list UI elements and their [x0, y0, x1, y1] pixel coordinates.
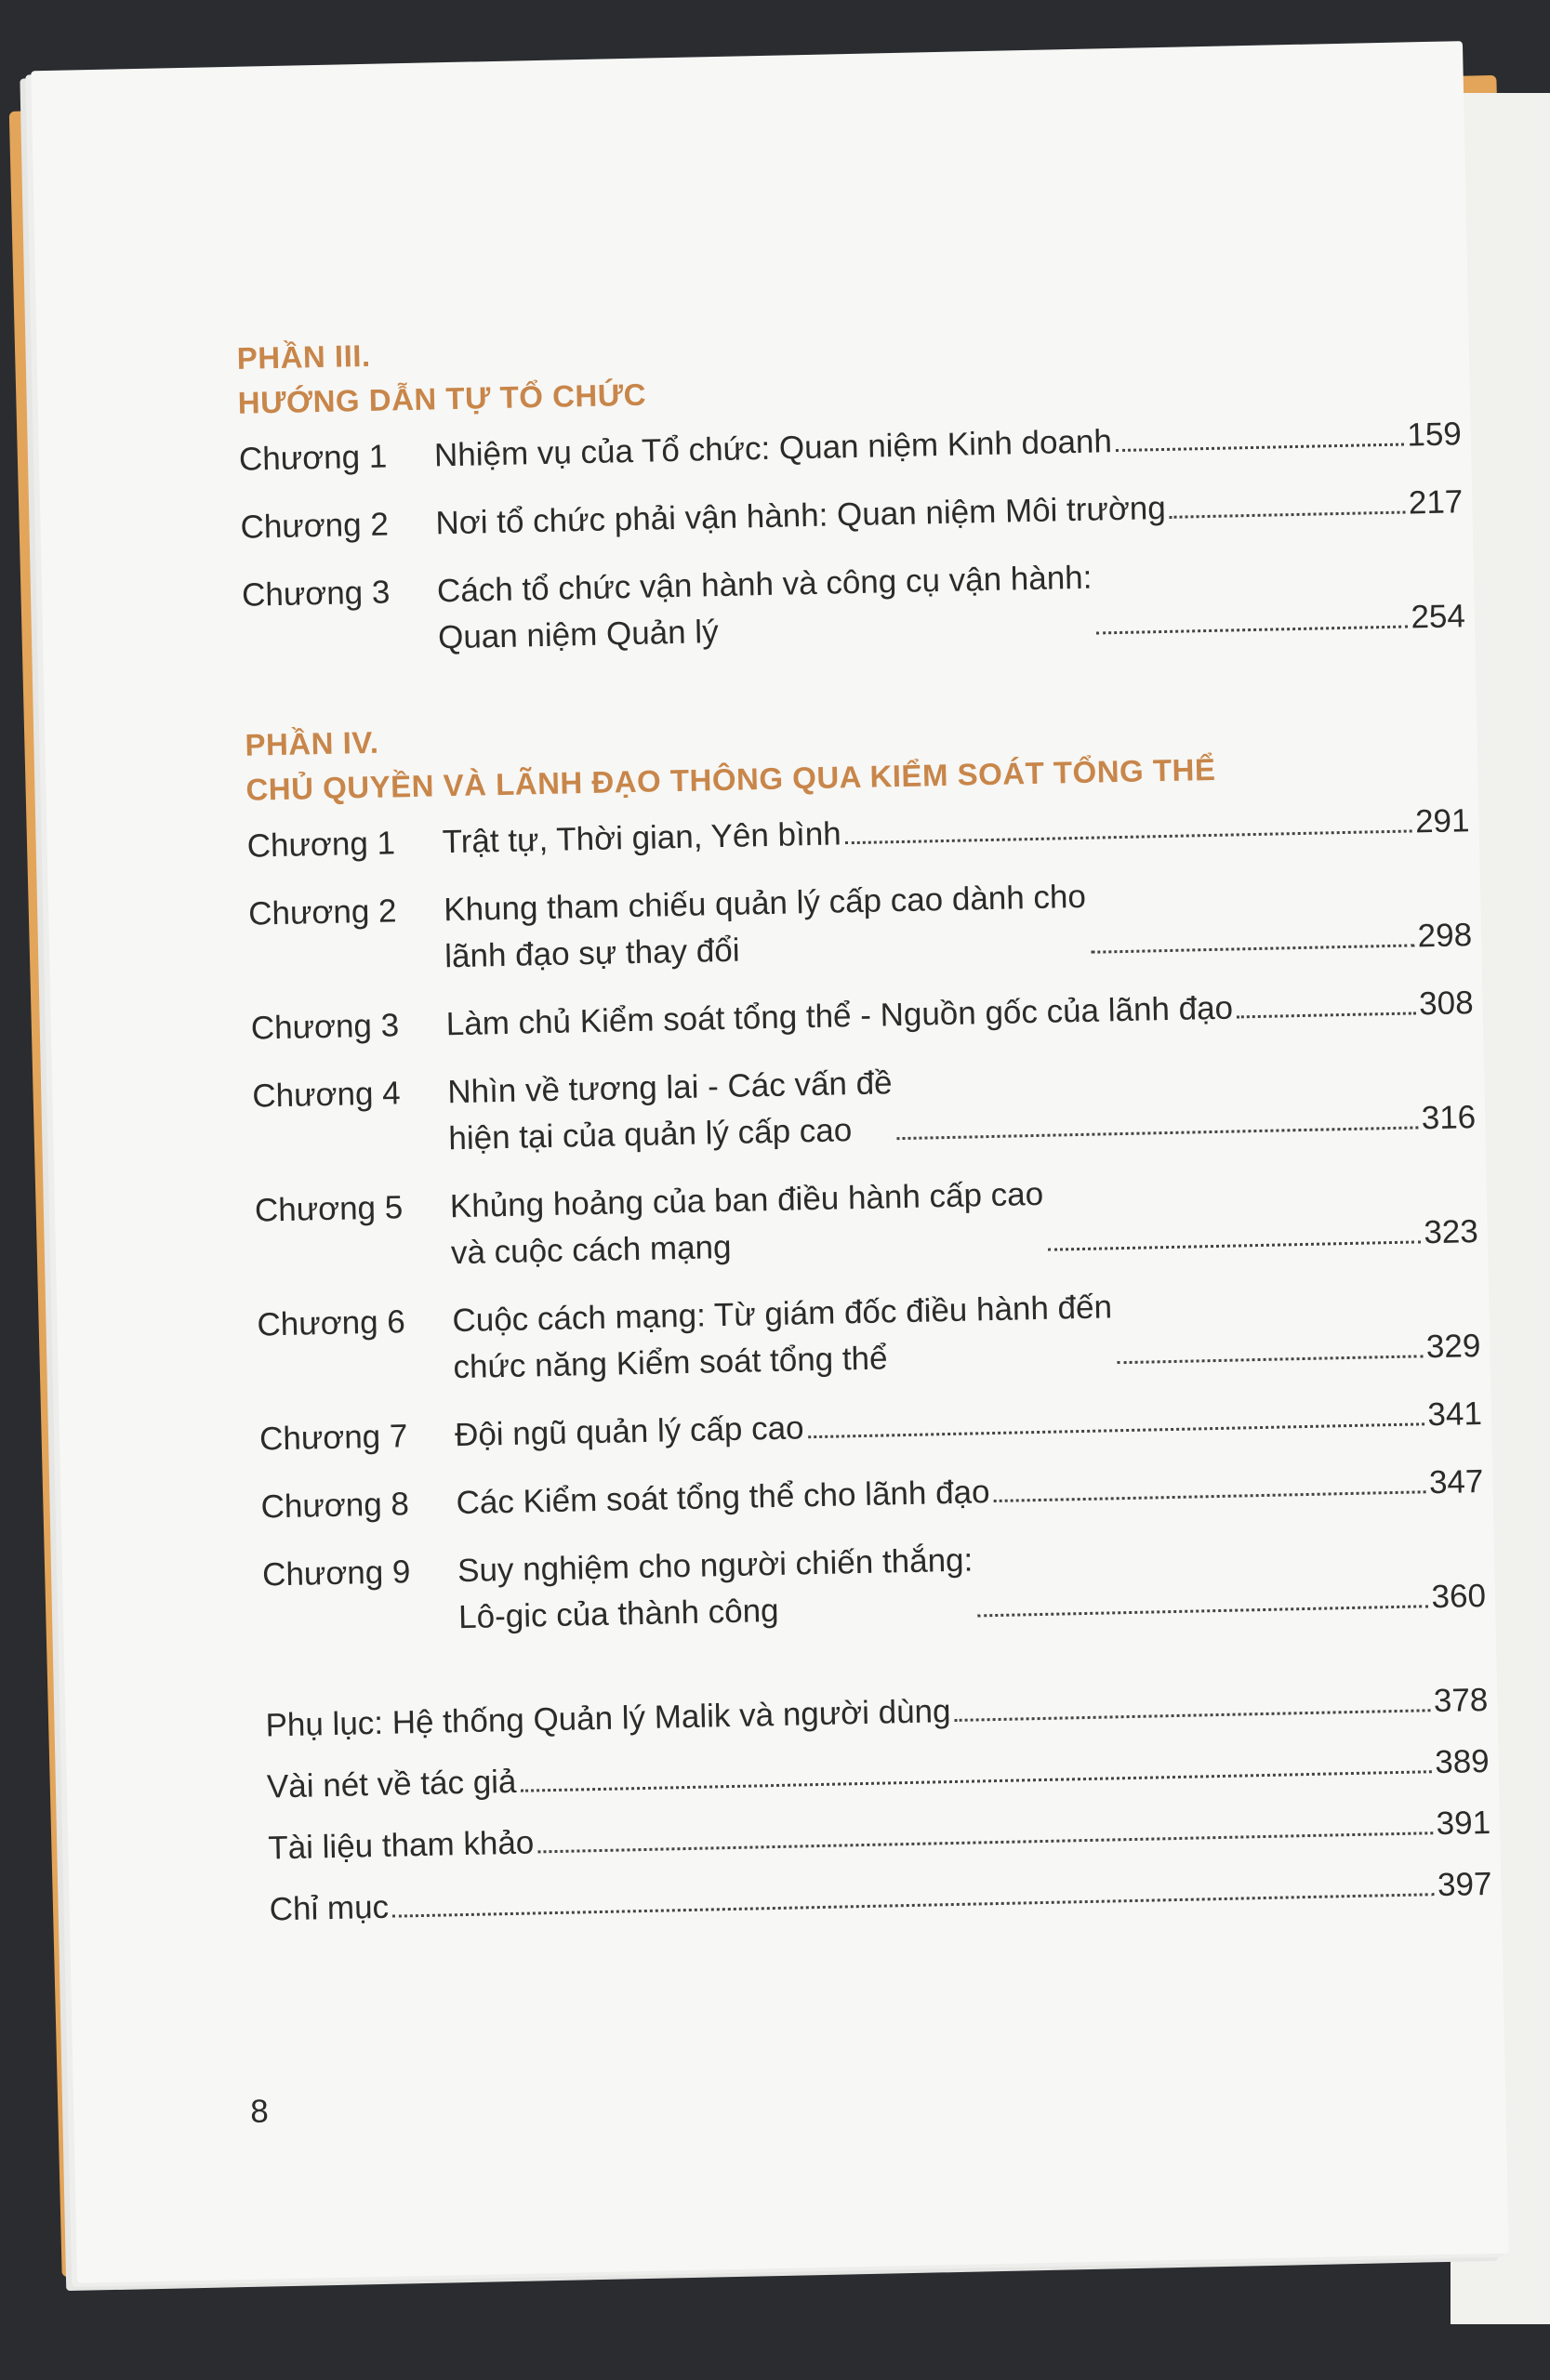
page-number: 8 [249, 2093, 270, 2130]
part-4-section [245, 697, 1486, 1645]
dot-leader [808, 1422, 1424, 1438]
toc-entry [246, 798, 1470, 870]
chapter-title [445, 985, 1233, 1049]
chapter-title-line: Nơi tổ chức phải vận hành: Quan niệm Môi trường [435, 489, 1167, 542]
page-ref: 360 [1431, 1577, 1487, 1616]
part-3-number: PHẦN III. [236, 337, 371, 376]
chapter-title-line: Trật tự, Thời gian, Yên bình [442, 815, 842, 861]
chapter-title-line: Làm chủ Kiểm soát tổng thể - Nguồn gốc của lãnh đạo [445, 989, 1234, 1043]
chapter-title-line: hiện tại của quản lý cấp cao [447, 1112, 853, 1157]
chapter-title-line: Suy nghiệm cho người chiến thắng: [457, 1541, 974, 1590]
part-3-heading [236, 311, 1461, 426]
page-ref: 329 [1425, 1328, 1481, 1366]
dot-leader [1097, 626, 1408, 635]
toc-entry [250, 980, 1474, 1052]
dot-leader [955, 1709, 1430, 1722]
chapter-label: Chương 3 [250, 1007, 400, 1047]
page-ref: 316 [1421, 1099, 1477, 1137]
chapter-title-line: Quan niệm Quản lý [437, 614, 720, 656]
dot-leader [521, 1770, 1432, 1792]
chapter-title-line: Đội ngũ quản lý cấp cao [454, 1409, 804, 1454]
part-4-entries [246, 798, 1486, 1645]
page-ref: 254 [1411, 598, 1466, 636]
page-ref: 378 [1433, 1681, 1489, 1720]
toc-entry [240, 479, 1464, 551]
dot-leader [1237, 1012, 1415, 1018]
chapter-label: Chương 5 [254, 1189, 404, 1229]
chapter-title [433, 418, 1112, 479]
chapter-title-line: và cuộc cách mạng [450, 1228, 732, 1272]
page-ref: 397 [1437, 1865, 1492, 1904]
chapter-title [435, 485, 1166, 547]
toc-entry [254, 1162, 1478, 1281]
chapter-label: Chương 7 [258, 1418, 408, 1458]
chapter-title-line: Lô-gic của thành công [457, 1592, 779, 1636]
dot-leader [845, 829, 1411, 844]
toc-entry [260, 1459, 1484, 1531]
chapter-title [442, 811, 841, 866]
appendix-title: Phụ lục: Hệ thống Quản lý Malik và người dùng [265, 1693, 951, 1744]
page-ref: 341 [1427, 1395, 1483, 1434]
dot-leader [977, 1605, 1427, 1617]
page-ref: 347 [1428, 1463, 1484, 1501]
chapter-title [452, 1284, 1114, 1391]
chapter-title [457, 1538, 974, 1642]
chapter-title-line: Các Kiểm soát tổng thể cho lãnh đạo [456, 1474, 990, 1522]
chapter-label: Chương 1 [238, 438, 388, 478]
chapter-label: Chương 6 [257, 1303, 406, 1343]
chapter-title [455, 1405, 805, 1459]
appendix-title: Chỉ mục [269, 1888, 390, 1928]
appendix-entry [265, 1677, 1489, 1750]
dot-leader [392, 1893, 1434, 1917]
appendix-entry [268, 1800, 1491, 1872]
chapter-label: Chương 1 [246, 825, 396, 865]
chapter-title-line: Cách tổ chức vận hành và công cụ vận hành: [436, 559, 1093, 610]
dot-leader [1117, 1355, 1423, 1364]
page-ref: 298 [1417, 917, 1473, 955]
toc-entry [259, 1391, 1483, 1463]
chapter-title-line: chức năng Kiểm soát tổng thể [453, 1340, 888, 1386]
chapter-title-line: Khung tham chiếu quản lý cấp cao dành cho [443, 878, 1087, 929]
appendix-entry [269, 1861, 1492, 1934]
appendix-entry [266, 1739, 1490, 1811]
dot-leader [1170, 511, 1405, 519]
part-4-heading [245, 697, 1469, 813]
chapter-label: Chương 2 [247, 892, 397, 932]
toc-entry [239, 411, 1463, 483]
page-ref: 389 [1434, 1742, 1490, 1781]
dot-leader [537, 1831, 1432, 1853]
chapter-title-line: Nhiệm vụ của Tổ chức: Quan niệm Kinh doanh [433, 423, 1113, 474]
chapter-title-line: Khủng hoảng của ban điều hành cấp cao [449, 1175, 1044, 1225]
part-4-title: CHỦ QUYỀN VÀ LÃNH ĐẠO THÔNG QUA KIỂM SOÁT TỔNG THỂ [245, 751, 1216, 807]
page-ref: 159 [1406, 416, 1463, 454]
dot-leader [1048, 1240, 1420, 1250]
part-3-section [236, 311, 1465, 665]
table-of-contents [236, 311, 1492, 1948]
chapter-label: Chương 9 [261, 1554, 411, 1593]
chapter-title [456, 1469, 990, 1527]
toc-entry [257, 1276, 1481, 1395]
dot-leader [897, 1126, 1418, 1140]
dot-leader [1091, 944, 1414, 953]
page-ref: 308 [1418, 985, 1474, 1023]
chapter-title [449, 1171, 1044, 1276]
dot-leader [994, 1490, 1426, 1502]
chapter-label: Chương 2 [240, 506, 390, 546]
part-4-number: PHẦN IV. [245, 724, 379, 762]
appendix-entries [265, 1677, 1492, 1933]
chapter-label: Chương 4 [251, 1075, 402, 1115]
toc-entry [248, 866, 1473, 985]
dot-leader [1116, 443, 1404, 452]
toc-entry [252, 1048, 1477, 1167]
page-ref: 217 [1408, 483, 1464, 522]
chapter-title-line: lãnh đạo sự thay đổi [444, 932, 740, 975]
page-ref: 323 [1423, 1213, 1479, 1251]
book-page [31, 41, 1509, 2283]
appendix-title: Vài nét về tác giả [266, 1763, 517, 1805]
toc-entry [262, 1527, 1487, 1646]
appendix-title: Tài liệu tham khảo [267, 1824, 535, 1867]
chapter-title-line: Nhìn về tương lai - Các vấn đề [446, 1064, 893, 1111]
toc-entry [242, 547, 1466, 666]
chapter-title [437, 555, 1093, 662]
chapter-title [447, 1060, 894, 1162]
chapter-title [444, 874, 1088, 980]
chapter-label: Chương 3 [241, 574, 391, 614]
part-3-title: HƯỚNG DẪN TỰ TỔ CHỨC [237, 377, 647, 420]
page-ref: 391 [1436, 1804, 1491, 1843]
chapter-title-line: Cuộc cách mạng: Từ giám đốc điều hành đến [452, 1289, 1113, 1340]
page-ref: 291 [1414, 802, 1470, 840]
chapter-label: Chương 8 [260, 1486, 410, 1526]
part-3-entries [239, 411, 1466, 665]
